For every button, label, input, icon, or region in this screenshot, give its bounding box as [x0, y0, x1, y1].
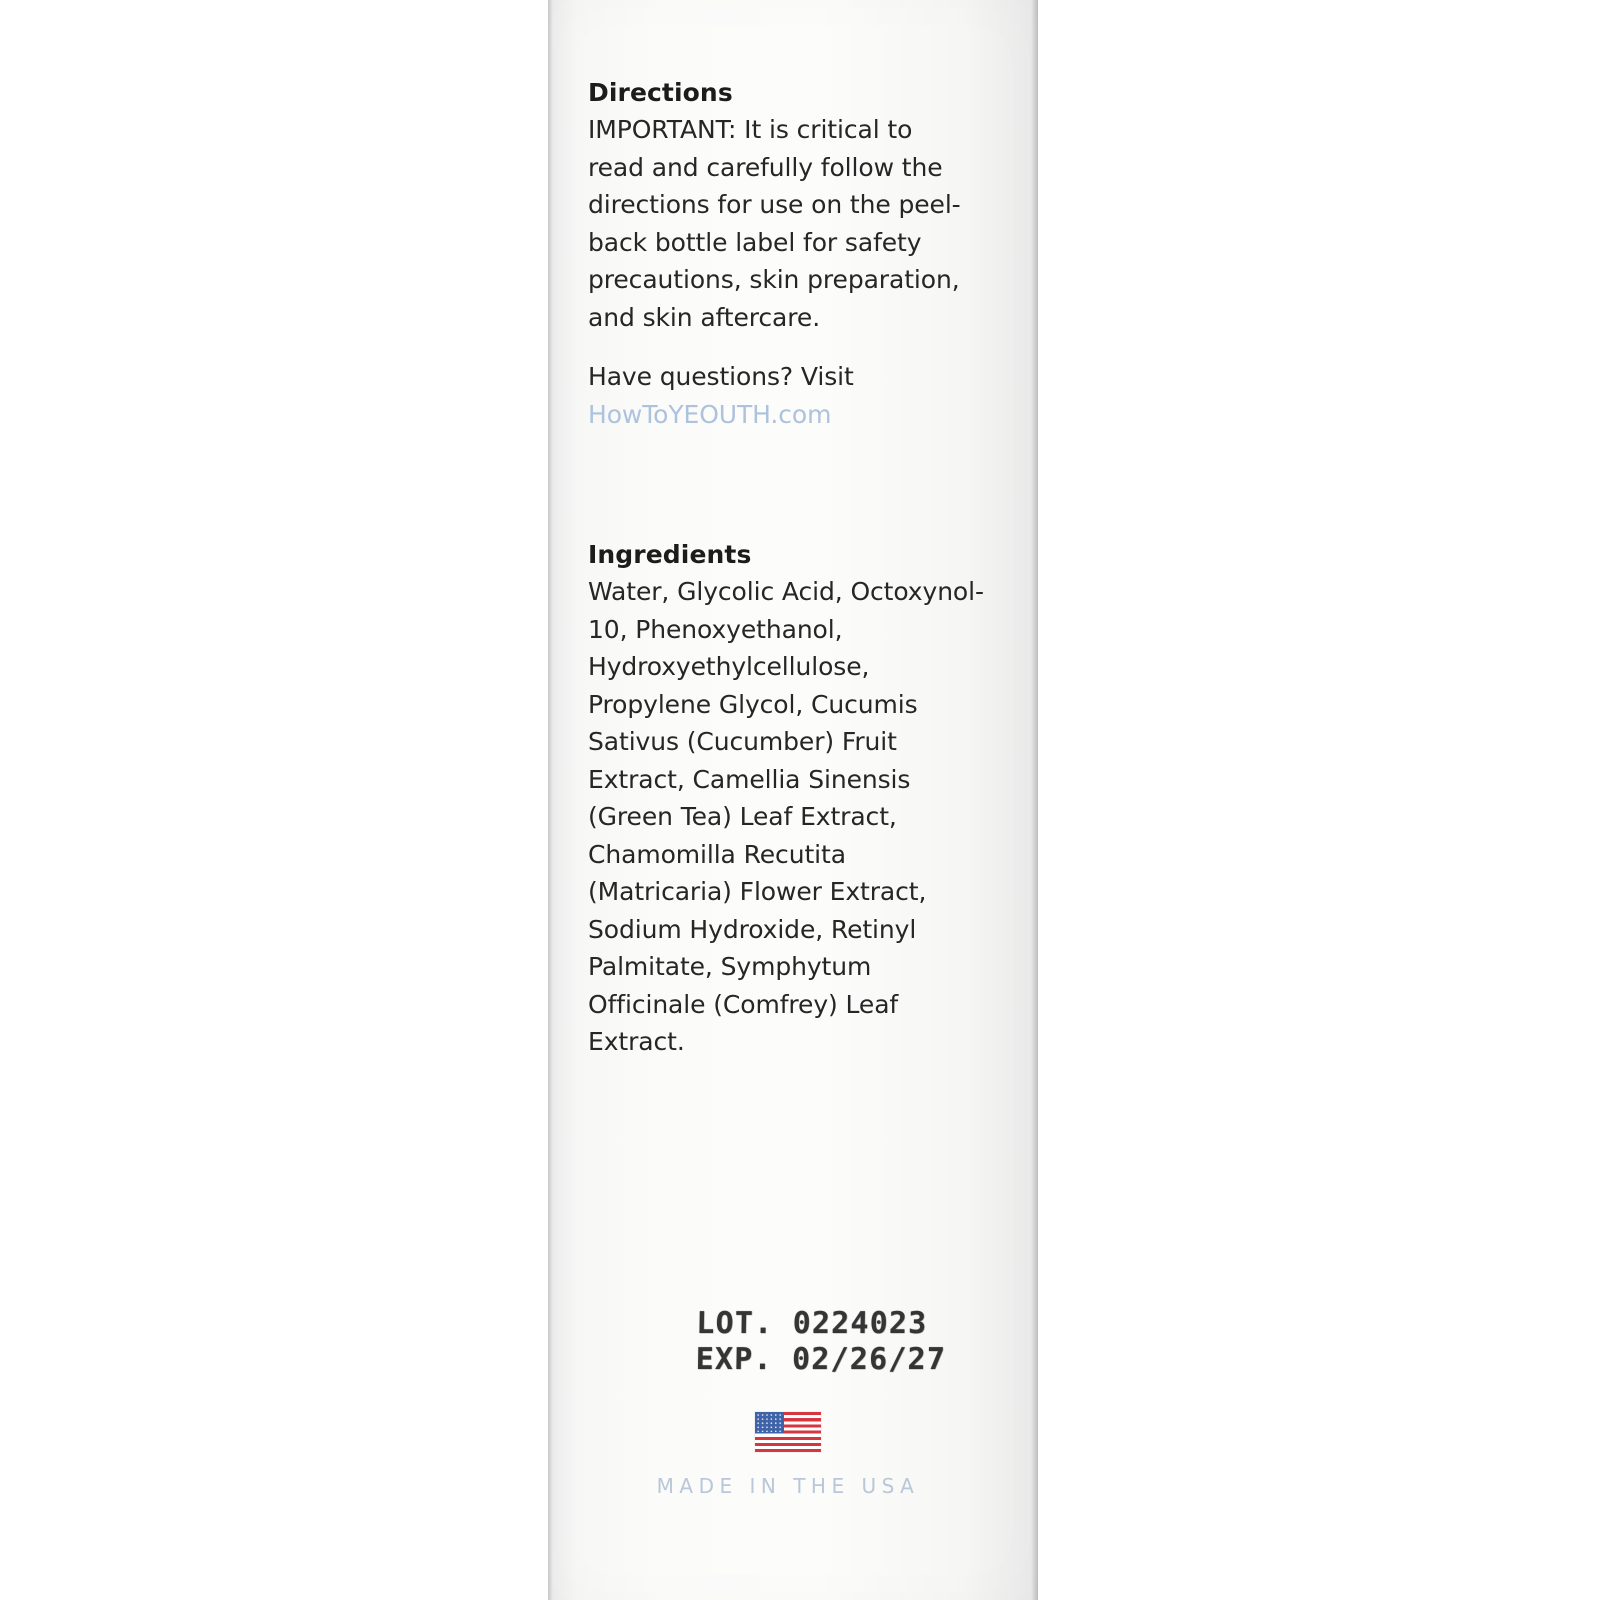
directions-section — [588, 78, 978, 336]
panel-content — [588, 0, 988, 1600]
batch-code-print — [695, 1306, 947, 1378]
product-carton-panel — [548, 0, 1038, 1600]
ingredients-text: Water, Glycolic Acid, Octoxynol-10, Phenoxyethanol, Hydroxyethylcellulose, Propylene Glycol, Cucumis Sativus (Cucumber) Fruit Extract, Camellia Sinensis (Green Tea) Leaf Extract, Chamomilla Recutita (Matricaria) Flower Extract, Sodium Hydroxide, Retinyl Palmitate, Symphytum Officinale (Comfrey) Leaf Extract. — [588, 577, 984, 1056]
made-in-usa-label: MADE IN THE USA — [656, 1474, 920, 1498]
usa-flag-icon — [755, 1412, 821, 1452]
flag-canton — [755, 1412, 784, 1433]
flag-container — [588, 1412, 988, 1456]
ingredients-heading: Ingredients — [588, 540, 752, 569]
questions-section — [588, 358, 978, 433]
lot-code: LOT. 0224023 — [696, 1306, 928, 1341]
ingredients-section — [588, 540, 988, 1061]
flag-stars — [756, 1413, 783, 1432]
website-link[interactable]: HowToYEOUTH.com — [588, 399, 832, 429]
expiration-code: EXP. 02/26/27 — [695, 1342, 947, 1377]
directions-heading: Directions — [588, 78, 733, 107]
questions-prompt: Have questions? Visit — [588, 362, 854, 391]
directions-text: IMPORTANT: It is critical to read and carefully follow the directions for use on the peel-back bottle label for safety precautions, skin preparation, and skin aftercare. — [588, 115, 961, 332]
